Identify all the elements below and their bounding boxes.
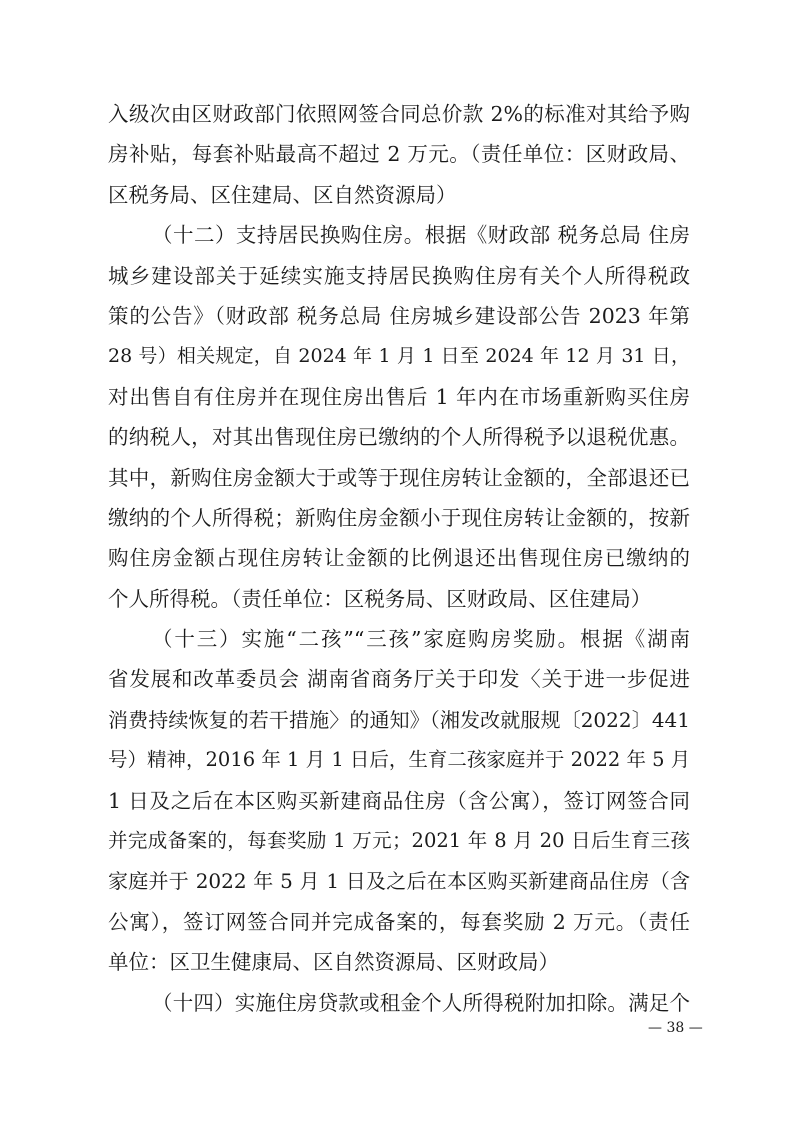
text-line: 的纳税人，对其出售现住房已缴纳的个人所得税予以退税优惠。	[108, 425, 690, 450]
text-line: 购住房金额占现住房转让金额的比例退还出售现住房已缴纳的	[108, 546, 690, 571]
text-line: 号）精神，2016 年 1 月 1 日后，生育二孩家庭并于 2022 年 5 月	[108, 748, 691, 772]
text-line: 城乡建设部关于延续实施支持居民换购住房有关个人所得税政	[108, 263, 690, 288]
text-line: 并完成备案的，每套奖励 1 万元；2021 年 8 月 20 日后生育三孩	[108, 829, 690, 853]
text-line: 公寓），签订网签合同并完成备案的，每套奖励 2 万元。（责任	[108, 909, 690, 934]
text-line: （十三）实施“二孩”“三孩”家庭购房奖励。根据《湖南	[152, 627, 690, 652]
text-line: 策的公告》（财政部 税务总局 住房城乡建设部公告 2023 年第	[108, 303, 690, 328]
text-line: 对出售自有住房并在现住房出售后 1 年内在市场重新购买住房	[108, 384, 690, 409]
text-line: 省发展和改革委员会 湖南省商务厅关于印发〈关于进一步促进	[108, 667, 690, 692]
text-line: 区税务局、区住建局、区自然资源局）	[108, 182, 457, 207]
page-number: — 38 —	[648, 1020, 703, 1036]
text-line: 房补贴，每套补贴最高不超过 2 万元。（责任单位：区财政局、	[108, 142, 690, 167]
text-line: 缴纳的个人所得税；新购住房金额小于现住房转让金额的，按新	[108, 505, 690, 530]
text-line: 入级次由区财政部门依照网签合同总价款 2%的标准对其给予购	[108, 102, 690, 126]
text-line: 个人所得税。（责任单位：区税务局、区财政局、区住建局）	[108, 586, 652, 611]
text-line: 1 日及之后在本区购买新建商品住房（含公寓），签订网签合同	[108, 788, 690, 813]
document-body	[108, 96, 690, 1025]
text-line: 单位：区卫生健康局、区自然资源局、区财政局）	[108, 950, 559, 975]
text-line: 其中，新购住房金额大于或等于现住房转让金额的，全部退还已	[108, 465, 690, 490]
text-line: 28 号）相关规定，自 2024 年 1 月 1 日至 2024 年 12 月 31 日，	[108, 345, 690, 368]
text-line: 家庭并于 2022 年 5 月 1 日及之后在本区购买新建商品住房（含	[108, 869, 690, 894]
text-line: （十四）实施住房贷款或租金个人所得税附加扣除。满足个	[152, 990, 690, 1015]
text-line: （十二）支持居民换购住房。根据《财政部 税务总局 住房	[152, 223, 690, 248]
text-line: 消费持续恢复的若干措施〉的通知》（湘发改就服规〔2022〕441	[108, 707, 690, 732]
